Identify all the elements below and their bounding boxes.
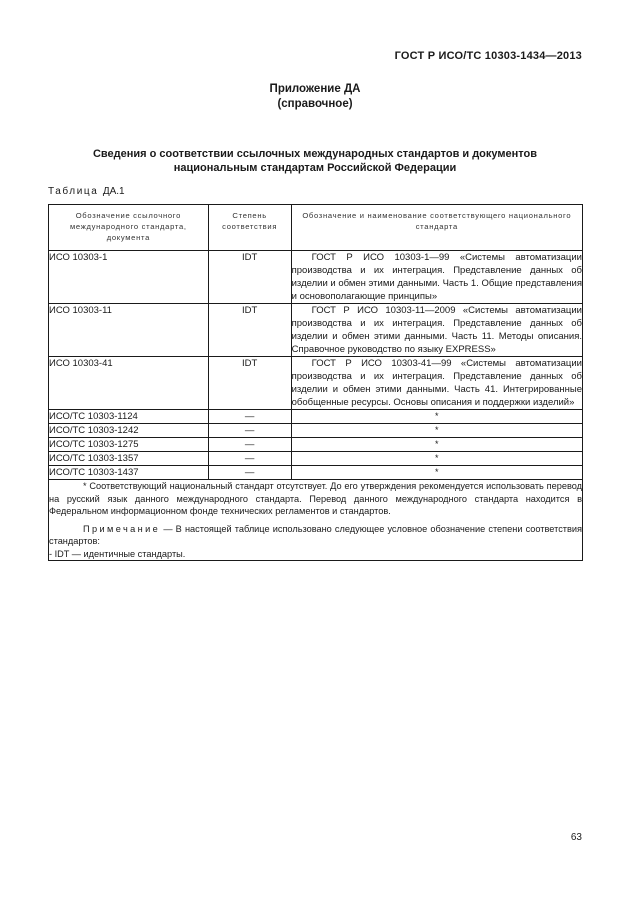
row-code: ИСО 10303-11 [49, 304, 209, 357]
row-degree: IDT [208, 357, 291, 410]
note-item: - IDT — идентичные стандарты. [49, 548, 186, 559]
table-row [49, 357, 583, 410]
table-row [49, 424, 583, 438]
header-degree: Степень соответствия [208, 205, 291, 251]
row-national-standard-text: ГОСТ Р ИСО 10303-41—99 «Системы автоматизации производства и их интеграция. Представление данных об изделии и обмен этими данными. Часть 41. Интегрированные обобщенные ресурсы. Основы описания и поддержки изделий» [291, 358, 582, 408]
row-code: ИСО 10303-1 [49, 251, 209, 304]
row-code: ИСО/ТС 10303-1124 [49, 410, 209, 424]
row-code: ИСО/ТС 10303-1242 [49, 424, 209, 438]
row-degree: IDT [208, 304, 291, 357]
table-caption [48, 186, 125, 197]
row-national-standard: * [291, 424, 582, 438]
appendix-title: Приложение ДА [269, 83, 361, 95]
table-row [49, 452, 583, 466]
page-number: 63 [570, 832, 582, 843]
header-reference-standard: Обозначение ссылочного международного стандарта, документа [49, 205, 209, 251]
row-national-standard: * [291, 410, 582, 424]
row-national-standard-text: ГОСТ Р ИСО 10303-11—2009 «Системы автоматизации производства и их интеграция. Представление данных об изделии и обмен этими данными. Часть 11. Методы описания. Справочное руководство по языку EXPRESS» [291, 305, 582, 355]
row-national-standard [291, 304, 582, 357]
table-row [49, 410, 583, 424]
appendix-heading [0, 82, 630, 112]
table-row [49, 304, 583, 357]
footnote: * Соответствующий национальный стандарт отсутствует. До его утверждения рекомендуется использовать перевод на русский язык данного международного стандарта. Перевод данного международного стандарта находится в Федеральном информационном фонде технических регламентов и стандартов. [49, 481, 582, 516]
row-national-standard [291, 251, 582, 304]
row-degree: — [208, 424, 291, 438]
row-code: ИСО/ТС 10303-1437 [49, 466, 209, 480]
row-degree: — [208, 466, 291, 480]
note [49, 523, 582, 548]
row-national-standard [291, 357, 582, 410]
row-national-standard: * [291, 452, 582, 466]
row-code: ИСО/ТС 10303-1275 [49, 438, 209, 452]
table-notes-row [49, 480, 583, 561]
document-designation: ГОСТ Р ИСО/ТС 10303-1434—2013 [394, 50, 582, 62]
table-row [49, 466, 583, 480]
row-degree: — [208, 452, 291, 466]
row-national-standard-text: ГОСТ Р ИСО 10303-1—99 «Системы автоматизации производства и их интеграция. Представление данных об изделии и обмен этими данными. Часть 1. Общие представления и основополагающие принципы» [291, 252, 583, 302]
appendix-subtitle: (справочное) [277, 98, 353, 110]
correspondence-table [48, 204, 583, 561]
row-code: ИСО 10303-41 [49, 357, 209, 410]
table-row [49, 251, 583, 304]
table-header-row [49, 205, 583, 251]
row-national-standard: * [291, 466, 582, 480]
note-label: Примечание [83, 523, 161, 534]
table-row [49, 438, 583, 452]
table-notes [49, 480, 583, 561]
row-code: ИСО/ТС 10303-1357 [49, 452, 209, 466]
row-degree: IDT [208, 251, 291, 304]
note-text: — В настоящей таблице использовано следующее условное обозначение степени соответствия стандартов: [49, 523, 582, 546]
row-degree: — [208, 438, 291, 452]
table-caption-word: Таблица [48, 186, 99, 197]
row-degree: — [208, 410, 291, 424]
table-caption-number: ДА.1 [102, 186, 125, 197]
section-title: Сведения о соответствии ссылочных международных стандартов и документов национальным стандартам Российской Федерации [92, 148, 538, 174]
header-national-standard: Обозначение и наименование соответствующего национального стандарта [291, 205, 582, 251]
row-national-standard: * [291, 438, 582, 452]
